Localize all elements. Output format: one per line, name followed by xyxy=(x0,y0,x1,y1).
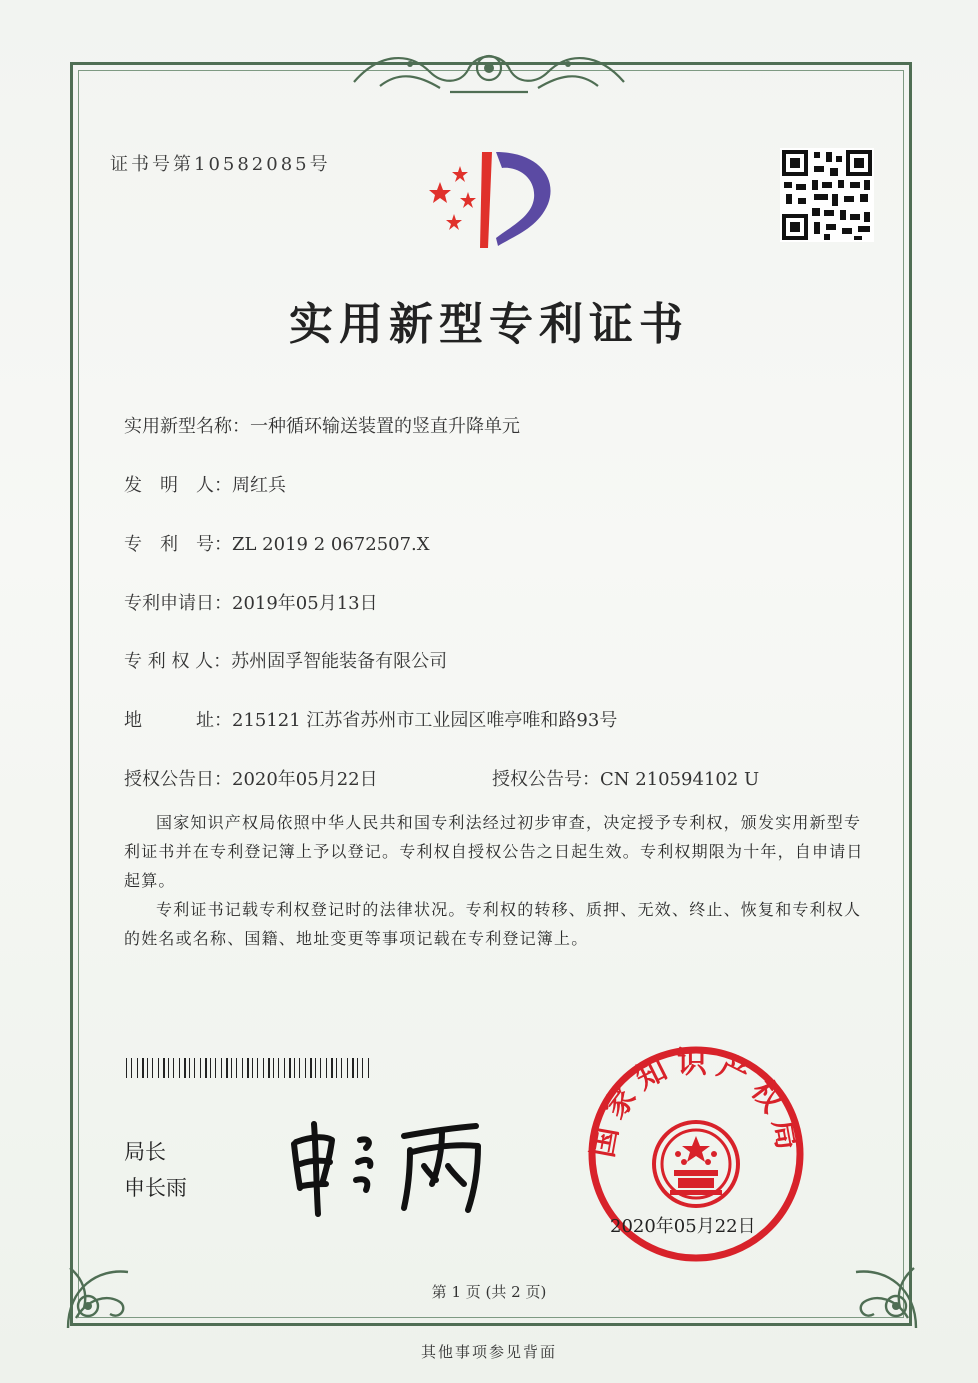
barcode-bar xyxy=(205,1058,207,1078)
field-label: 地 址： xyxy=(124,710,232,731)
field-inventor xyxy=(124,471,286,497)
barcode-bar xyxy=(320,1058,321,1078)
barcode-bar xyxy=(305,1058,306,1078)
field-address xyxy=(124,706,617,732)
field-value: 2019年05月13日 xyxy=(232,593,378,614)
barcode-bar xyxy=(173,1058,174,1078)
legal-paragraph-2 xyxy=(124,895,864,953)
field-value: 一种循环输送装置的竖直升降单元 xyxy=(250,416,520,437)
director-signature-icon xyxy=(286,1110,496,1220)
field-value: 苏州固孚智能装备有限公司 xyxy=(231,651,448,672)
field-patent-number xyxy=(124,530,430,556)
barcode-bar xyxy=(257,1058,258,1078)
barcode-bar xyxy=(210,1058,211,1078)
barcode-bar xyxy=(331,1058,333,1078)
field-grant-number xyxy=(492,765,759,791)
barcode-bar xyxy=(147,1058,148,1078)
field-value: 215121 江苏省苏州市工业园区唯亭唯和路93号 xyxy=(232,710,618,731)
barcode-bar xyxy=(315,1058,316,1078)
field-label: 发 明 人： xyxy=(124,475,232,496)
field-label: 专 利 号： xyxy=(124,534,232,555)
seal-text: 国家知识产权局 xyxy=(585,1045,807,1161)
barcode-bar xyxy=(215,1058,216,1078)
barcode-bar xyxy=(131,1058,132,1078)
barcode-bar xyxy=(310,1058,312,1078)
field-utility-model-name xyxy=(124,412,520,438)
barcode-bar xyxy=(179,1058,180,1078)
field-label: 实用新型名称： xyxy=(124,416,250,437)
director-title: 局长 xyxy=(124,1140,166,1164)
barcode-bar xyxy=(236,1058,237,1078)
barcode-bar xyxy=(284,1058,285,1078)
barcode-bar xyxy=(221,1058,222,1078)
barcode-bar xyxy=(242,1058,243,1078)
barcode-bar xyxy=(200,1058,201,1078)
seal-date: 2020年05月22日 xyxy=(610,1216,756,1237)
barcode-bar xyxy=(194,1058,195,1078)
barcode-bar xyxy=(126,1058,127,1078)
barcode-bar xyxy=(368,1058,369,1078)
field-grant-date xyxy=(124,765,378,791)
barcode-bar xyxy=(268,1058,270,1078)
legal-paragraph-1 xyxy=(124,808,864,895)
barcode-bar xyxy=(278,1058,279,1078)
field-label: 专 利 权 人： xyxy=(124,651,232,672)
barcode-bar xyxy=(252,1058,253,1078)
barcode-bar xyxy=(336,1058,337,1078)
back-note: 其他事项参见背面 xyxy=(420,1343,557,1361)
cnipa-logo-icon xyxy=(418,138,568,250)
barcode-bar xyxy=(168,1058,169,1078)
barcode-bar xyxy=(273,1058,274,1078)
barcode-bar xyxy=(152,1058,153,1078)
barcode-bar xyxy=(362,1058,363,1078)
field-patentee xyxy=(124,647,447,673)
barcode-bar xyxy=(189,1058,190,1078)
field-filing-date xyxy=(124,589,378,615)
paragraph-text: 专利证书记载专利权登记时的法律状况。专利权的转移、质押、无效、终止、恢复和专利权人的姓名或名称、国籍、地址变更等事项记载在专利登记簿上。 xyxy=(124,900,862,948)
top-ornament-icon xyxy=(350,46,628,98)
barcode-bar xyxy=(289,1058,291,1078)
field-label: 专利申请日： xyxy=(124,593,232,614)
barcode-bar xyxy=(263,1058,264,1078)
barcode-bar xyxy=(299,1058,300,1078)
paragraph-text: 国家知识产权局依照中华人民共和国专利法经过初步审查，决定授予专利权，颁发实用新型专利证书并在专利登记簿上予以登记。专利权自授权公告之日起生效。专利权期限为十年，自申请日起算。 xyxy=(124,813,864,890)
director-name: 申长雨 xyxy=(124,1176,187,1200)
barcode-bar xyxy=(163,1058,165,1078)
certificate-number: 证书号第10582085号 xyxy=(110,154,331,175)
barcode-bar xyxy=(326,1058,327,1078)
barcode-bar xyxy=(158,1058,159,1078)
barcode-bar xyxy=(184,1058,186,1078)
field-value: ZL 2019 2 0672507.X xyxy=(232,534,430,555)
barcode-bar xyxy=(142,1058,144,1078)
barcode-bar xyxy=(352,1058,354,1078)
field-value: 周红兵 xyxy=(232,475,286,496)
field-value: CN 210594102 U xyxy=(600,769,760,790)
field-value: 2020年05月22日 xyxy=(232,769,378,790)
page-indicator: 第 1 页 (共 2 页) xyxy=(431,1283,547,1301)
field-label: 授权公告日： xyxy=(124,769,232,790)
field-label: 授权公告号： xyxy=(492,769,600,790)
qr-code-icon xyxy=(780,148,874,242)
barcode-bar xyxy=(231,1058,232,1078)
certificate-title: 实用新型专利证书 xyxy=(289,299,689,350)
barcode-bar xyxy=(247,1058,249,1078)
barcode-bar xyxy=(294,1058,295,1078)
barcode-bar xyxy=(341,1058,342,1078)
barcode-bar xyxy=(357,1058,358,1078)
barcode-icon xyxy=(126,1058,372,1078)
barcode-bar xyxy=(137,1058,138,1078)
barcode-bar xyxy=(226,1058,228,1078)
barcode-bar xyxy=(347,1058,348,1078)
